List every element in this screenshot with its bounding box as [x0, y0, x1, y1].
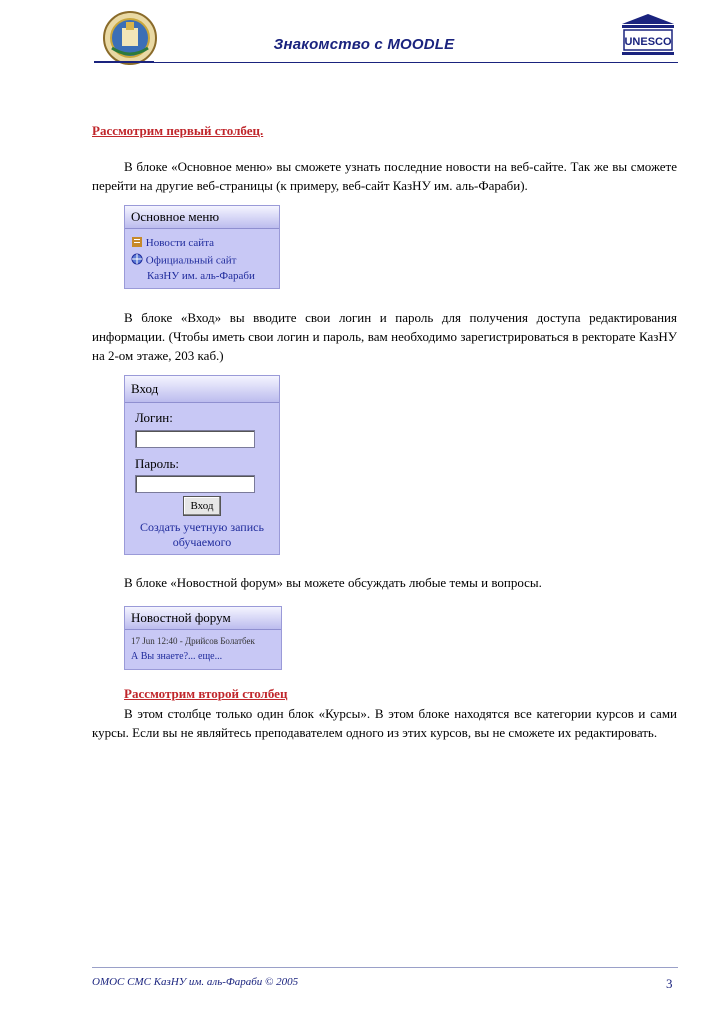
menu-item-site-news-label: Новости сайта [145, 237, 215, 250]
login-block [124, 375, 280, 555]
create-account-link-line2: обучаемого [172, 535, 232, 549]
main-menu-block [124, 205, 280, 289]
password-input[interactable] [135, 475, 255, 493]
paragraph-text: В этом столбце только один блок «Курсы». В этом блоке находятся все категории курсов и сами курсы. Если вы не являйтесь преподавателем одного из этих курсов, вы не сможете их редактировать. [92, 706, 677, 740]
paragraph-main-menu [92, 157, 677, 195]
forum-post-meta: 17 Jun 12:40 - Дрийсов Болатбек [131, 636, 255, 646]
paragraph-courses [92, 704, 677, 742]
unesco-logo [618, 12, 678, 60]
paragraph-forum [92, 573, 677, 592]
footer-text: ОМОС СМС КазНУ им. аль-Фараби © 2005 [92, 976, 299, 988]
paragraph-text: В блоке «Основное меню» вы сможете узнать последние новости на веб-сайте. Так же вы сможете перейти на другие веб-страницы (к примеру, веб-сайт КазНУ им. аль-Фараби). [92, 159, 677, 193]
forum-post-link[interactable]: А Вы знаете?... еще... [131, 651, 223, 662]
news-forum-block [124, 606, 282, 670]
news-forum-block-title: Новостной форум [125, 607, 281, 630]
login-submit-button[interactable]: Вход [183, 496, 221, 516]
page-number: 3 [666, 976, 673, 991]
footer-rule [92, 967, 678, 968]
create-account-link[interactable] [125, 520, 279, 550]
section-heading-second-column: Рассмотрим второй столбец [124, 686, 288, 701]
menu-item-official-site-label-2: КазНУ им. аль-Фараби [147, 270, 255, 282]
login-label: Логин: [135, 410, 173, 425]
header-rule [94, 62, 678, 63]
menu-item-official-site-label-1: Официальный сайт [145, 254, 237, 267]
unesco-logo-text: UNESCO [624, 36, 672, 48]
password-label: Пароль: [135, 456, 180, 471]
paragraph-text: В блоке «Вход» вы вводите свои логин и пароль для получения доступа редактирования информации. (Чтобы иметь свои логин и пароль, вам необходимо зарегистрироваться в ректорате КазНУ на 2-ом этаже, 203 каб.) [92, 310, 677, 363]
page-header-title: Знакомство с MOODLE [273, 36, 455, 53]
menu-item-official-site[interactable] [131, 253, 255, 283]
header-rule-accent [94, 61, 154, 63]
menu-item-site-news[interactable] [131, 236, 214, 251]
main-menu-block-title: Основное меню [125, 206, 279, 229]
news-icon [131, 236, 143, 251]
create-account-link-line1: Создать учетную запись [140, 520, 264, 534]
section-heading-first-column: Рассмотрим первый столбец. [92, 123, 264, 138]
paragraph-text: В блоке «Новостной форум» вы можете обсуждать любые темы и вопросы. [124, 575, 542, 590]
web-page-icon [131, 253, 143, 269]
login-block-title: Вход [125, 376, 279, 403]
paragraph-login [92, 308, 677, 365]
login-input[interactable] [135, 430, 255, 448]
